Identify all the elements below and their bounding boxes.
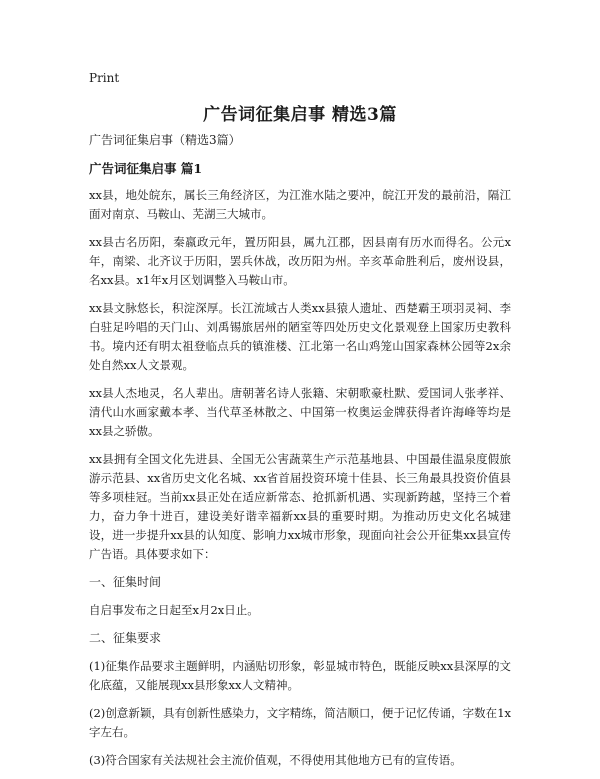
document-title: 广告词征集启事 精选3篇 bbox=[203, 105, 397, 125]
paragraph-culture: xx县文脉悠长，积淀深厚。长江流域古人类xx县猿人遗址、西楚霸王项羽灵祠、李白驻足吟唱的天门山、刘禹锡旅居州的陋室等四处历史文化景观登上国家历史教科书。境内还有明太祖登临点兵的镇淮楼、江北第一名山鸡笼山国家森林公园等2x余处自然xx人文景观。 bbox=[89, 301, 511, 372]
paragraph-notable-people: xx县人杰地灵，名人辈出。唐朝著名诗人张籍、宋朝歌豪杜默、爱国词人张孝祥、清代山水画家戴本孝、当代草圣林散之、中国第一枚奥运金牌获得者许海峰等均是xx县之骄傲。 bbox=[89, 386, 511, 438]
section-one-heading: 一、征集时间 bbox=[89, 575, 162, 589]
paragraph-location: xx县，地处皖东，属长三角经济区，为江淮水陆之要冲，皖江开发的最前沿，隔江面对南京、马鞍山、芜湖三大城市。 bbox=[89, 188, 511, 221]
document-subtitle: 广告词征集启事（精选3篇） bbox=[89, 133, 241, 147]
document-body bbox=[89, 131, 511, 779]
paragraph-history: xx县古名历阳，秦嬴政元年，置历阳县，属九江郡，因县南有历水而得名。公元x年，南梁、北齐议于历阳，罢兵休战，改历阳为州。辛亥革命胜利后，废州设县，名xx县。x1年x月区划调整入马鞍山市。 bbox=[89, 235, 511, 287]
requirement-item: (3)符合国家有关法规社会主流价值观，不得使用其他地方已有的宣传语。 bbox=[89, 753, 462, 767]
paragraph-honors: xx县拥有全国文化先进县、全国无公害蔬菜生产示范基地县、中国最佳温泉度假旅游示范县、xx省历史文化名城、xx省首届投资环境十佳县、长三角最具投资价值县等多项桂冠。当前xx县正处在适应新常态、抢抓新机遇、实现新跨越，坚持三个着力，奋力争十进百，建设美好谐幸福新xx县的重要时期。为推动历史文化名城建设，进一步提升xx县的认知度、影响力xx城市形象，现面向社会公开征集xx县宣传广告语。具体要求如下： bbox=[89, 452, 511, 561]
print-link[interactable]: Print bbox=[89, 71, 120, 85]
requirement-item: (1)征集作品要求主题鲜明，内涵贴切形象，彰显城市特色，既能反映xx县深厚的文化底蕴，又能展现xx县形象xx人文精神。 bbox=[89, 659, 511, 692]
section-heading: 广告词征集启事 篇1 bbox=[89, 161, 203, 176]
requirement-item: (2)创意新颖，具有创新性感染力，文字精练，简洁顺口，便于记忆传诵，字数在1x字左右。 bbox=[89, 706, 511, 739]
section-two-heading: 二、征集要求 bbox=[89, 631, 162, 645]
section-one-text: 自启事发布之日起至x月2x日止。 bbox=[89, 603, 259, 617]
